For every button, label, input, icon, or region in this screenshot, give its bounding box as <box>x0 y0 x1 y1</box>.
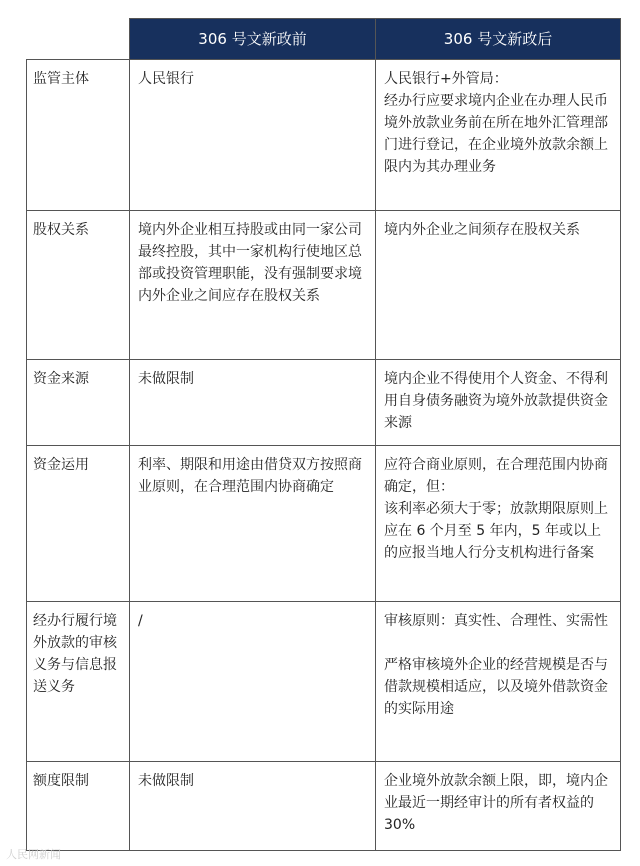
table-row <box>27 602 621 762</box>
row-before-text: / <box>138 613 143 629</box>
row-topic: 额度限制 <box>27 762 130 851</box>
watermark: 人民网新闻 <box>6 848 61 861</box>
row-before-text: 境内外企业相互持股或由同一家公司最终控股，其中一家机构行使地区总部或投资管理职能，没有强制要求境内外企业之间应存在股权关系 <box>138 222 362 304</box>
row-after-text: 应符合商业原则，在合理范围内协商确定，但： <box>384 457 608 495</box>
row-after-text: 审核原则：真实性、合理性、实需性 <box>384 613 608 629</box>
row-after <box>376 360 621 446</box>
row-before <box>130 211 376 360</box>
row-topic: 资金来源 <box>27 360 130 446</box>
row-after-text: 境内外企业之间须存在股权关系 <box>384 222 580 238</box>
row-topic: 经办行履行境外放款的审核义务与信息报送义务 <box>27 602 130 762</box>
row-before-text: 未做限制 <box>138 773 194 789</box>
row-after-text: 严格审核境外企业的经营规模是否与借款规模相适应，以及境外借款资金的实际用途 <box>384 657 608 717</box>
row-before-text: 利率、期限和用途由借贷双方按照商业原则，在合理范围内协商确定 <box>138 457 362 495</box>
row-topic: 监管主体 <box>27 60 130 211</box>
row-before <box>130 762 376 851</box>
row-before-text: 未做限制 <box>138 371 194 387</box>
table-row <box>27 446 621 602</box>
row-topic: 资金运用 <box>27 446 130 602</box>
table-header-row <box>27 19 621 60</box>
header-before: 306 号文新政前 <box>130 19 376 60</box>
row-before <box>130 602 376 762</box>
row-before <box>130 360 376 446</box>
row-after <box>376 602 621 762</box>
table-row <box>27 60 621 211</box>
table-row <box>27 360 621 446</box>
table-row <box>27 762 621 851</box>
row-topic: 股权关系 <box>27 211 130 360</box>
row-after-text: 企业境外放款余额上限，即，境内企业最近一期经审计的所有者权益的 30% <box>384 773 608 833</box>
header-after: 306 号文新政后 <box>376 19 621 60</box>
row-after <box>376 60 621 211</box>
row-before <box>130 446 376 602</box>
row-before-text: 人民银行 <box>138 71 194 87</box>
row-before <box>130 60 376 211</box>
row-after-text: 经办行应要求境内企业在办理人民币境外放款业务前在所在地外汇管理部门进行登记，在企业境外放款余额上限内为其办理业务 <box>384 93 608 175</box>
row-after-text: 境内企业不得使用个人资金、不得利用自身债务融资为境外放款提供资金来源 <box>384 371 608 431</box>
row-after <box>376 762 621 851</box>
row-after <box>376 211 621 360</box>
policy-comparison-table <box>26 18 621 851</box>
row-after-text: 人民银行+外管局： <box>384 71 508 87</box>
header-corner <box>27 19 130 60</box>
row-after <box>376 446 621 602</box>
row-after-text: 该利率必须大于零；放款期限原则上应在 6 个月至 5 年内，5 年或以上的应报当地人行分支机构进行备案 <box>384 501 608 561</box>
table-row <box>27 211 621 360</box>
